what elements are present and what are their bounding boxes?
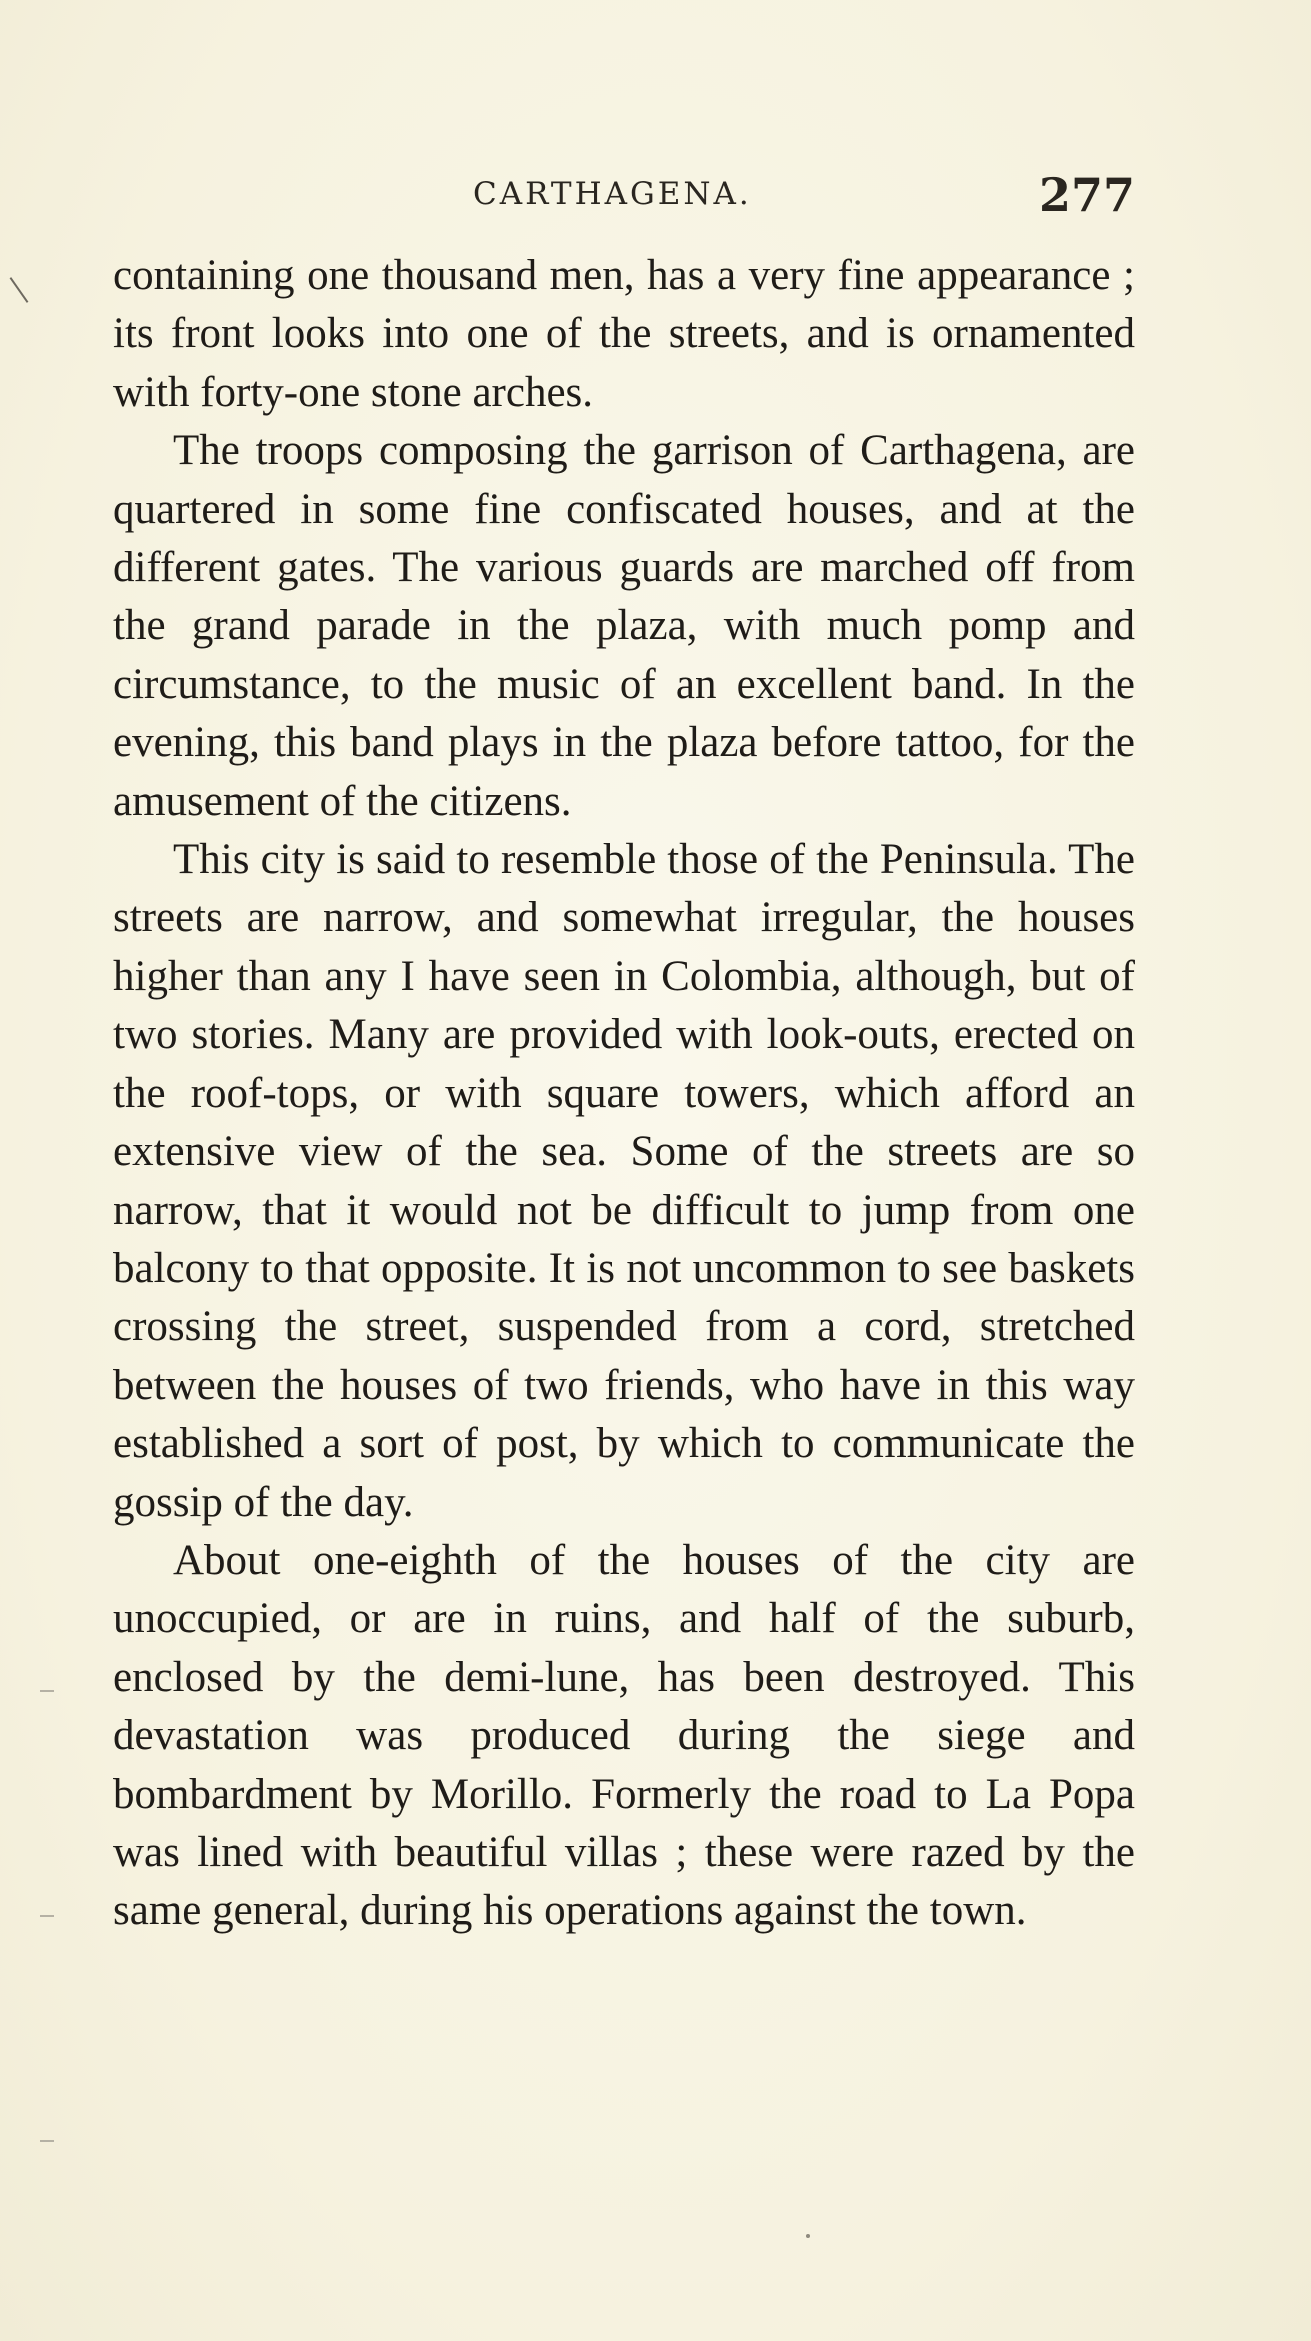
- paragraph: About one-eighth of the houses of the city are unoccupied, or are in ruins, and half of the suburb, enclosed by the demi-lune, has been destroyed. This devastation was produced during the siege and bombardment by Morillo. Formerly the road to La Popa was lined with beautiful villas ; these were razed by the same general, during his operations against the town.: [113, 1536, 1135, 1935]
- paragraph: The troops composing the garrison of Carthagena, are quartered in some fine confiscated houses, and at the different gates. The various guards are marched off from the grand parade in the plaza, with much pomp and circumstance, to the music of an excellent band. In the evening, this band plays in the plaza before tattoo, for the amusement of the citizens.: [113, 427, 1135, 825]
- margin-mark: [10, 277, 29, 303]
- page-header: [113, 168, 1135, 228]
- body-text: [113, 247, 1135, 1941]
- paragraph: containing one thousand men, has a very fine appearance ; its front looks into one of the streets, and is ornamented with forty-one stone arches.: [113, 252, 1135, 416]
- margin-mark: [40, 1915, 54, 1917]
- ink-speck: [806, 2234, 810, 2238]
- margin-mark: [40, 2140, 54, 2142]
- page-number: 277: [1038, 168, 1135, 222]
- margin-mark: [40, 1690, 54, 1692]
- paragraph: This city is said to resemble those of the Peninsula. The streets are narrow, and somewhat irregular, the houses higher than any I have seen in Colombia, although, but of two stories. Many are provided with look-outs, erected on the roof-tops, or with square towers, which afford an extensive view of the sea. Some of the streets are so narrow, that it would not be difficult to jump from one balcony to that opposite. It is not uncommon to see baskets crossing the street, suspended from a cord, stretched between the houses of two friends, who have in this way established a sort of post, by which to communicate the gossip of the day.: [113, 836, 1135, 1526]
- running-head: CARTHAGENA.: [473, 176, 752, 212]
